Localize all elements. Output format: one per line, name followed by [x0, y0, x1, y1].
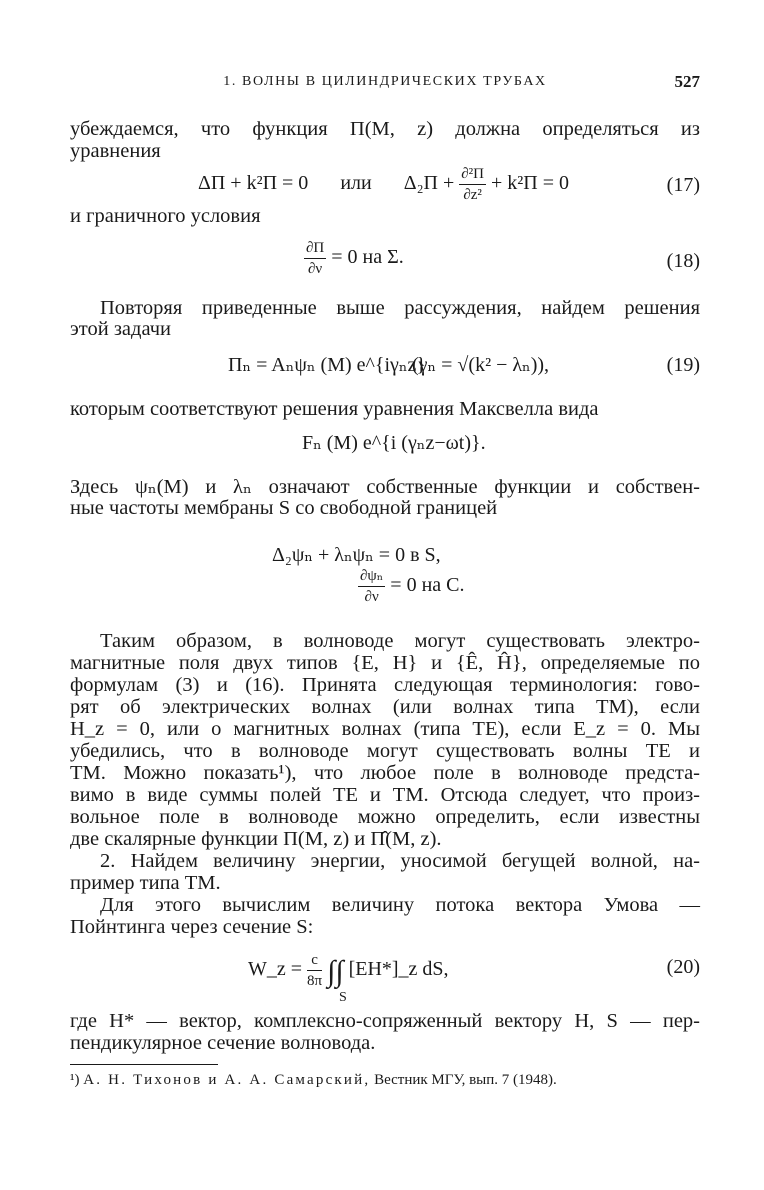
equation-17-denominator: ∂z²	[463, 187, 482, 203]
equation-membrane-2	[358, 566, 465, 607]
page-header	[70, 72, 700, 96]
footnote	[70, 1072, 557, 1089]
equation-field: Fₙ (M) e^{i (γₙz−ωt)}.	[302, 432, 486, 454]
equation-18-number: (18)	[666, 250, 700, 272]
equation-20-numerator: c	[307, 950, 322, 971]
paragraph-1-line-1: убеждаемся, что функция Π(M, z) должна определяться из	[70, 118, 700, 140]
equation-17-number: (17)	[666, 174, 700, 196]
paragraph-4: которым соответствуют решения уравнения Максвелла вида	[70, 398, 599, 420]
equation-19-paren: (γₙ = √(k² − λₙ)),	[412, 354, 550, 376]
equation-18-numerator: ∂Π	[304, 238, 326, 259]
equation-20	[248, 950, 449, 991]
equation-18-rest: = 0 на Σ.	[331, 246, 404, 269]
paragraph-5-line-2: ные частоты мембраны S со свободной границей	[70, 497, 498, 519]
equation-18-fraction	[304, 238, 326, 279]
equation-membrane-2-fraction	[358, 566, 385, 607]
footnote-rule	[70, 1064, 218, 1065]
equation-17-fraction	[459, 164, 486, 205]
paragraph-6-line-4: рят об электрических волнах (или волнах типа TM), если	[70, 696, 700, 718]
equation-membrane-2-rest: = 0 на C.	[390, 574, 465, 597]
paragraph-6-line-6: убедились, что в волноводе могут существовать волны TE и	[70, 740, 700, 762]
equation-20-fraction	[307, 950, 322, 991]
paragraph-5-line-1: Здесь ψₙ(M) и λₙ означают собственные функции и собствен-	[70, 476, 700, 498]
running-title: 1. ВОЛНЫ В ЦИЛИНДРИЧЕСКИХ ТРУБАХ	[223, 74, 547, 89]
equation-19-number: (19)	[666, 354, 700, 376]
paragraph-8-line-1: Для этого вычислим величину потока вектора Умова —	[100, 894, 700, 916]
equation-17-part-b-right: + k²Π = 0	[491, 172, 570, 195]
equation-17-numerator: ∂²Π	[459, 164, 486, 185]
paragraph-1-line-2: уравнения	[70, 140, 161, 162]
page-number: 527	[674, 72, 700, 91]
equation-20-integral: ∫∫	[327, 955, 344, 989]
equation-19-main: Πₙ = Aₙψₙ (M) e^{iγₙz}	[228, 354, 427, 376]
paragraph-6-line-8: вимо в виде суммы полей TE и TM. Отсюда следует, что произ-	[70, 784, 700, 806]
paragraph-7-line-1: 2. Найдем величину энергии, уносимой бегущей волной, на-	[100, 850, 700, 872]
paragraph-3-line-1: Повторяя приведенные выше рассуждения, найдем решения	[100, 297, 700, 319]
equation-membrane-2-denominator: ∂ν	[364, 589, 379, 605]
equation-20-denominator: 8π	[307, 973, 323, 989]
paragraph-2: и граничного условия	[70, 205, 261, 227]
footnote-authors: А. Н. Тихонов и А. А. Самарский,	[83, 1072, 371, 1088]
paragraph-8-line-2: Пойнтинга через сечение S:	[70, 916, 314, 938]
equation-membrane-1: Δ₂ψₙ + λₙψₙ = 0 в S,	[272, 544, 441, 566]
paragraph-6-line-5: H_z = 0, или о магнитных волнах (типа TE), если E_z = 0. Мы	[70, 718, 700, 740]
equation-20-subscript: S	[339, 990, 347, 1005]
equation-17	[198, 164, 569, 205]
equation-17-part-a: ΔΠ + k²Π = 0	[198, 172, 309, 195]
paragraph-6-line-10: две скалярные функции Π(M, z) и Π̂(M, z).	[70, 828, 442, 850]
paragraph-9-line-1: где H* — вектор, комплексно-сопряженный вектору H, S — пер-	[70, 1010, 700, 1032]
equation-20-number: (20)	[666, 956, 700, 978]
equation-20-left: W_z =	[248, 958, 303, 981]
paragraph-6-line-9: вольное поле в волноводе можно определить, если известны	[70, 806, 700, 828]
paragraph-9-line-2: пендикулярное сечение волновода.	[70, 1032, 376, 1054]
equation-17-or: или	[340, 172, 372, 195]
equation-20-right: [EH*]_z dS,	[348, 958, 449, 981]
equation-membrane-2-numerator: ∂ψₙ	[358, 566, 385, 587]
footnote-source: Вестник МГУ, вып. 7 (1948).	[374, 1072, 557, 1088]
equation-18	[304, 238, 404, 279]
paragraph-3-line-2: этой задачи	[70, 318, 172, 340]
footnote-mark: ¹)	[70, 1072, 80, 1088]
paragraph-6-line-2: магнитные поля двух типов {E, H} и {Ê, Ĥ}, определяемые по	[70, 652, 700, 674]
paragraph-7-line-2: пример типа TM.	[70, 872, 221, 894]
equation-18-denominator: ∂ν	[308, 261, 323, 277]
paragraph-6-line-3: формулам (3) и (16). Принята следующая терминология: гово-	[70, 674, 700, 696]
paragraph-6-line-7: TM. Можно показать¹), что любое поле в волноводе предста-	[70, 762, 700, 784]
equation-17-part-b-left: Δ₂Π +	[403, 172, 455, 195]
paragraph-6-line-1: Таким образом, в волноводе могут существовать электро-	[100, 630, 700, 652]
